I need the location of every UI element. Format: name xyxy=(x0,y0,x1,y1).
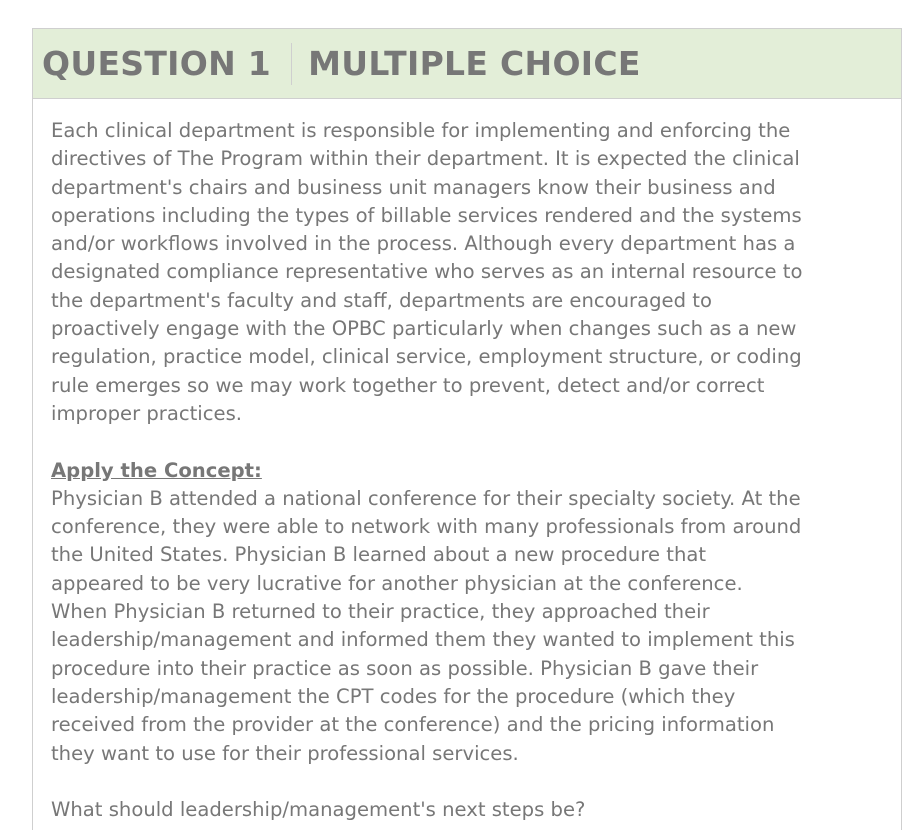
question-header xyxy=(33,29,901,99)
header-divider xyxy=(291,43,292,85)
intro-paragraph: Each clinical department is responsible for implementing and enforcing the directives of The Program within their department. It is expected the clinical department's chairs and business unit managers know their business and operations including the types of billable services rendered and the systems and/or workflows involved in the process. Although every department has a designated compliance representative who serves as an internal resource to the department's faculty and staff, departments are encouraged to proactively engage with the OPBC particularly when changes such as a new regulation, practice model, clinical service, employment structure, or coding rule emerges so we may work together to prevent, detect and/or correct improper practices. xyxy=(51,119,803,425)
question-prompt: What should leadership/management's next steps be? xyxy=(51,798,586,822)
question-number-label: QUESTION 1 xyxy=(42,44,272,83)
paragraph-spacer xyxy=(51,428,891,456)
apply-concept-heading: Apply the Concept: xyxy=(51,458,262,482)
scenario-paragraph: Physician B attended a national conference for their specialty society. At the conference, they were able to network with many professionals from around the United States. Physician B learned about a new procedure that appeared to be very lucrative for another physician at the conference. When Physician B returned to their practice, they approached their leadership/management and informed them they wanted to implement this procedure into their practice as soon as possible. Physician B gave their leadership/management the CPT codes for the procedure (which they received from the provider at the conference) and the pricing information they want to use for their professional services. xyxy=(51,486,802,765)
paragraph-spacer xyxy=(51,768,891,796)
question-body xyxy=(33,99,901,824)
question-card xyxy=(32,28,902,830)
question-type-label: MULTIPLE CHOICE xyxy=(308,44,641,83)
